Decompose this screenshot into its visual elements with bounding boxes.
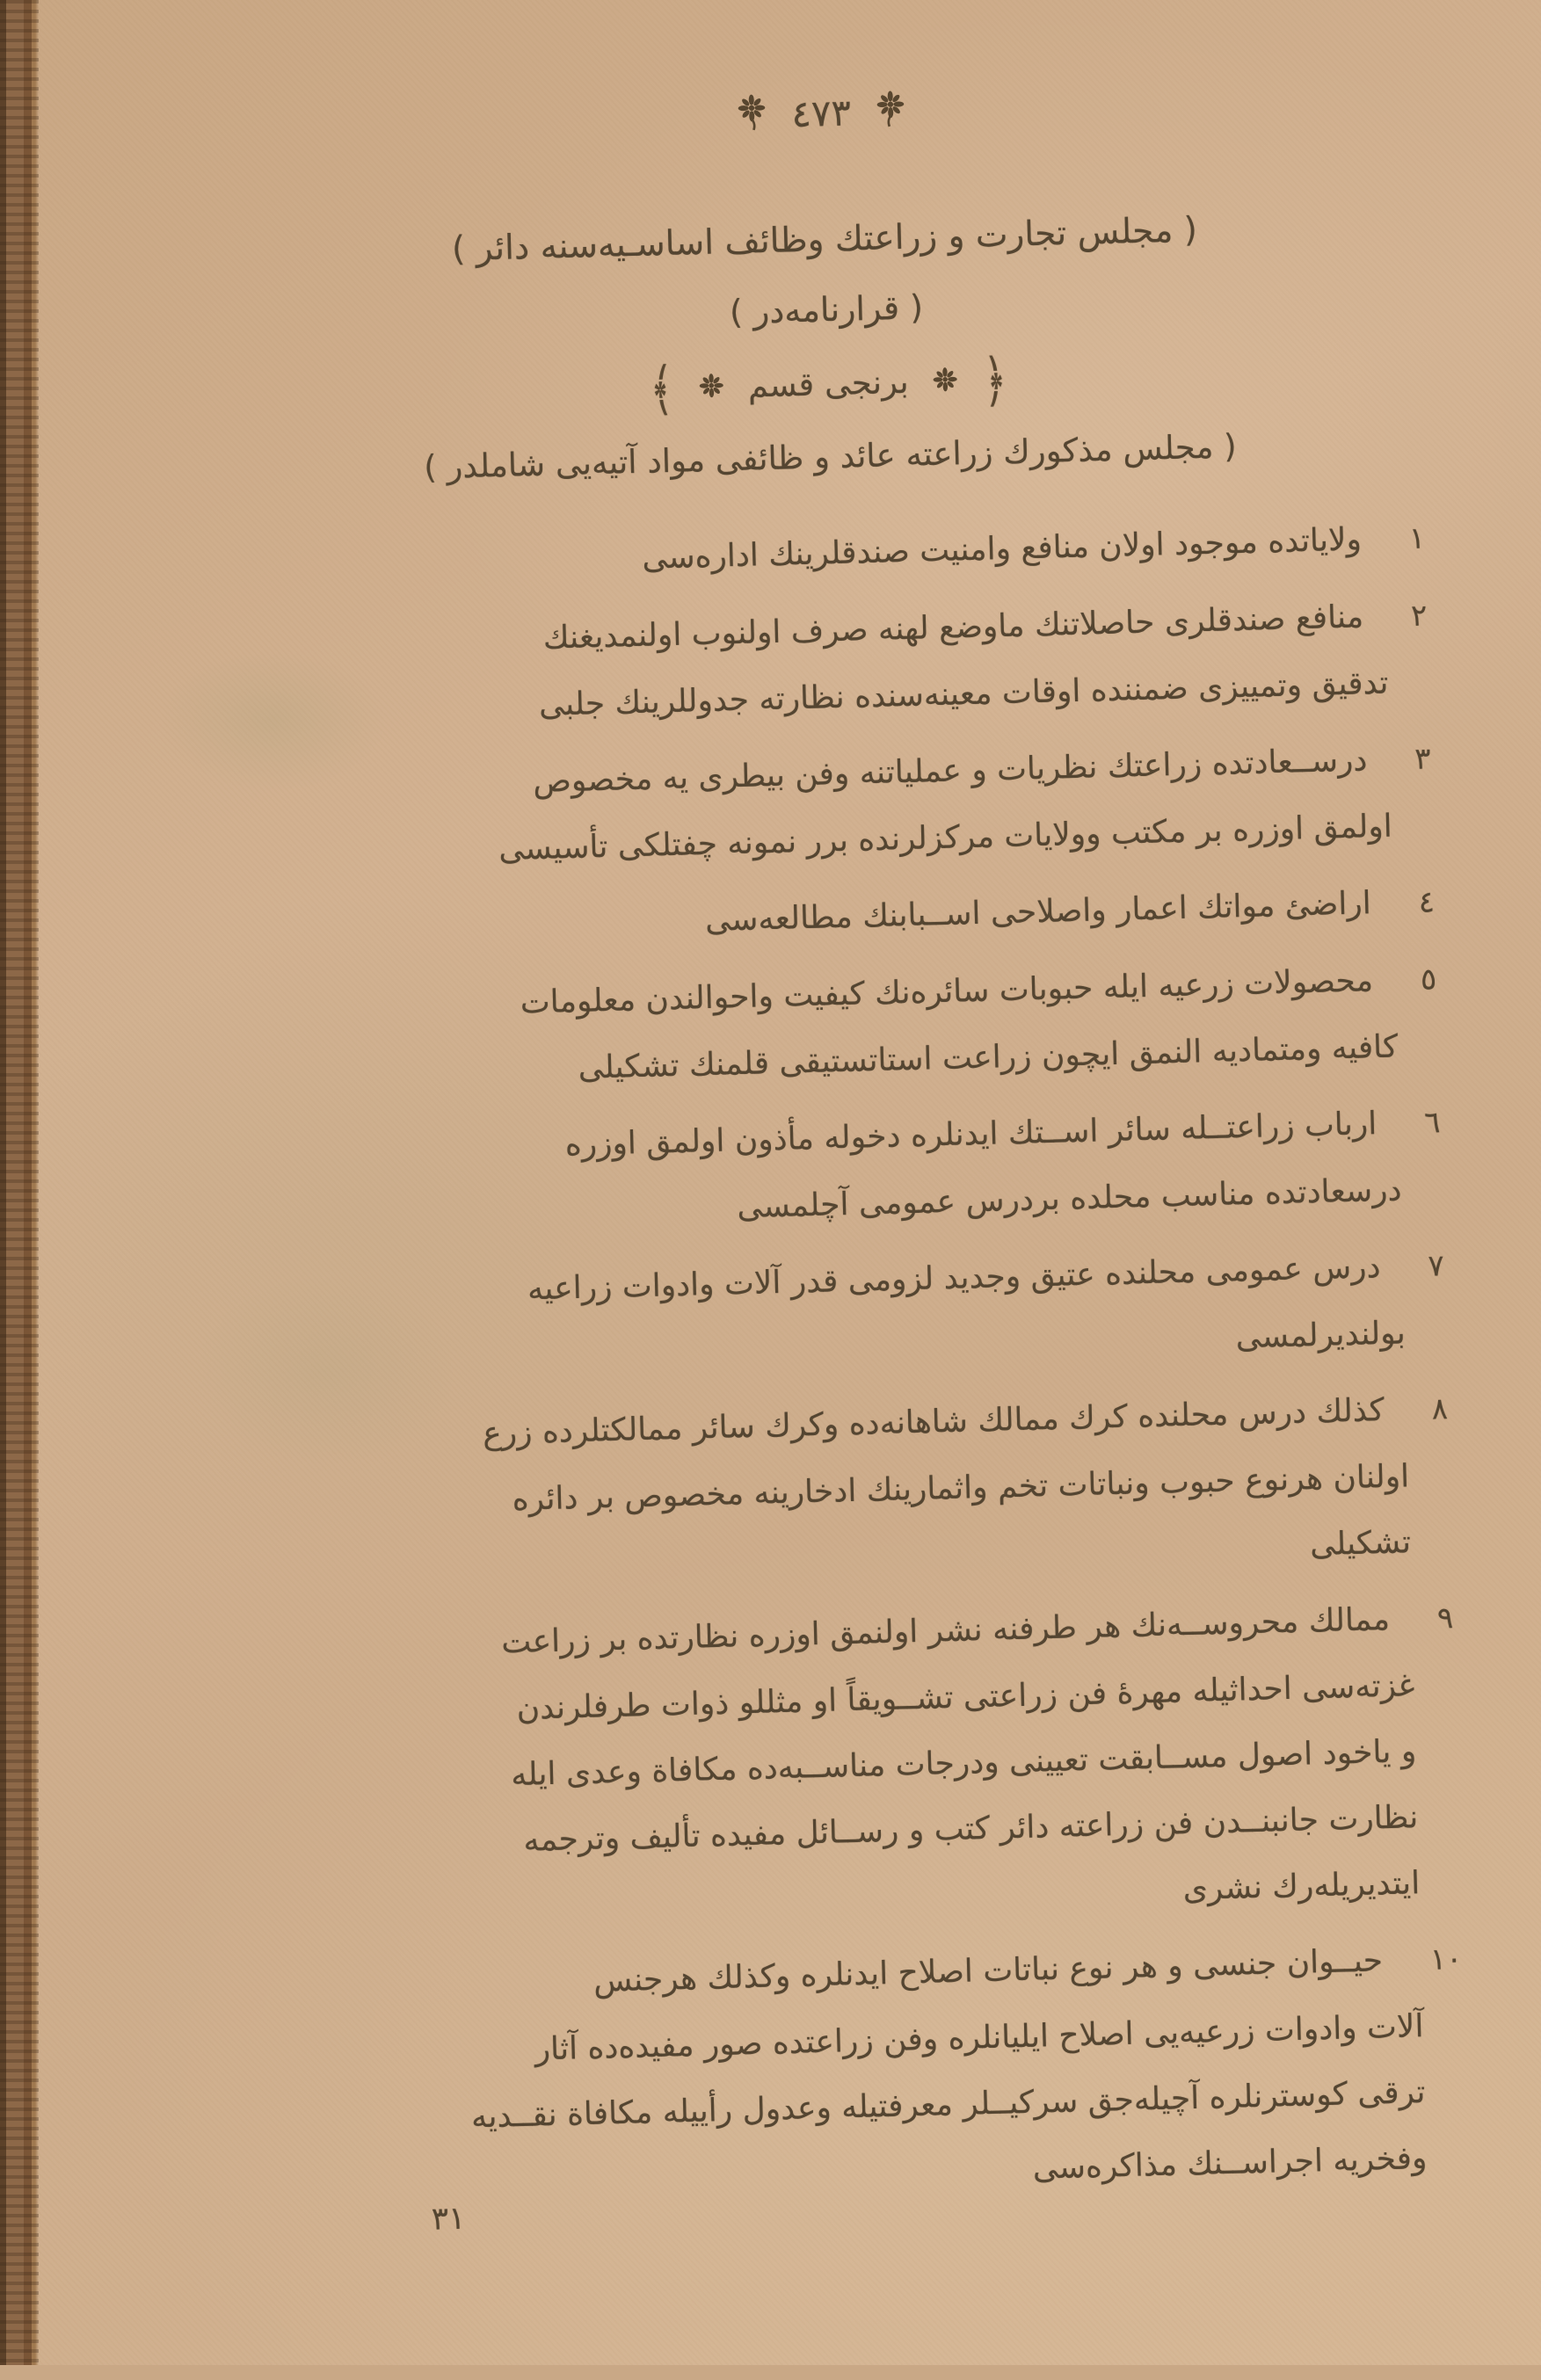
footer-page-number: ٣١ — [431, 2200, 466, 2238]
list-item — [245, 725, 1433, 889]
item-text: ايتديريله‌رك نشرى — [1182, 1865, 1421, 1908]
item-text: درسعادتده مناسب محلده بردرس عمومى آچلمسى — [736, 1172, 1403, 1226]
item-text: كذلك درس محلنده كرك ممالك شاهانه‌ده وكرك سائر ممالكتلرده زرع — [482, 1392, 1385, 1452]
item-text: تدقيق وتمييزى ضمننده اوقات معينه‌سنده نظارته جدوللرينك جلبى — [538, 664, 1389, 723]
item-number: ١ — [1408, 520, 1426, 556]
item-text: اولنان هرنوع حبوب ونباتات تخم واثمارينك ادخارينه مخصوص بر دائره — [512, 1458, 1410, 1519]
item-number: ١٠ — [1429, 1941, 1463, 1977]
item-number: ٩ — [1436, 1600, 1454, 1636]
item-text: حيــوان جنسى و هر نوع نباتات اصلاح ايدنلره وكذلك هرجنس — [592, 1942, 1384, 1999]
item-text: تشكيلى — [1309, 1524, 1412, 1564]
numbered-article-list — [240, 505, 1469, 2232]
item-text: وفخريه اجراســنك مذاكره‌سى — [1032, 2140, 1428, 2187]
item-number: ٤ — [1418, 884, 1436, 920]
list-item — [258, 1232, 1446, 1396]
item-number: ٧ — [1427, 1248, 1445, 1284]
item-text: محصولات زرعيه ايله حبوبات سائره‌نك كيفيت واحوالندن معلومات — [520, 962, 1374, 1021]
ornate-paren-open: ﴿ — [983, 347, 1007, 416]
section-intro-line: ( مجلس مذكورك زراعته عائد و ظائفى مواد آتيه‌يى شاملدر ) — [423, 427, 1238, 487]
item-text: درس عمومى محلنده عتيق وجديد لزومى قدر آلات وادوات زراعيه — [527, 1249, 1382, 1308]
ornate-paren-close: ﴾ — [649, 356, 674, 424]
item-text: كافيه ومتماديه النمق ايچون زراعت استاتستيقى قلمنك تشكيلى — [578, 1028, 1399, 1086]
item-text: اولمق اوزره بر مكتب وولايات مركزلرنده برر نمونه چفتلكى تأسيسى — [498, 808, 1393, 868]
item-text: ارباب زراعتــله سائر اســتك ايدنلره دخوله مأذون اولمق اوزره — [564, 1106, 1377, 1164]
item-text: ترقى كوسترنلره آچيله‌جق سركيــلر معرفتيله وعدول رأييله مكافاة نقــديه — [470, 2074, 1426, 2136]
item-text: غزته‌سى احداثيله مهرهٔ فن زراعتى تشــويقاً او مثللو ذوات طرفلرندن — [516, 1667, 1415, 1728]
section-heading-row — [236, 348, 1421, 424]
document-title-line: ( مجلس تجارت و زراعتك وظائف اساسـيه‌سنه دائر ) — [451, 210, 1198, 270]
item-text: ولاياتده موجود اولان منافع وامنيت صندقلرينك اداره‌سى — [641, 521, 1363, 577]
list-item — [277, 1926, 1468, 2221]
list-item — [268, 1585, 1461, 1946]
flower-ornament-icon — [931, 363, 960, 402]
item-number: ٣ — [1414, 741, 1432, 777]
item-text: ممالك محروســه‌نك هر طرفنه نشر اولنمق اوزره نظارتده بر زراعت — [500, 1600, 1391, 1661]
book-binding-edge — [0, 0, 39, 2365]
item-text: اراضئ مواتك اعمار واصلاحى اســبابنك مطالعه‌سى — [704, 885, 1372, 940]
list-item — [242, 582, 1429, 745]
document-subtitle-line: ( قرارنامه‌در ) — [729, 287, 924, 332]
item-text: آلات وادوات زرعيه‌يى اصلاح ايليانلره وفن زراعتده صور مفيده‌ده آثار — [534, 2008, 1424, 2068]
item-number: ٥ — [1420, 961, 1437, 998]
header-page-number-row — [229, 76, 1414, 156]
flower-ornament-icon — [735, 93, 767, 142]
flower-ornament-icon — [875, 90, 907, 139]
item-number: ٢ — [1410, 598, 1428, 634]
header-page-number: ٤٧٣ — [790, 91, 852, 136]
item-text: بولنديرلمسى — [1235, 1315, 1407, 1356]
list-item — [251, 946, 1439, 1109]
list-item — [255, 1089, 1443, 1252]
flower-ornament-icon — [697, 369, 726, 408]
section-heading: برنجى قسم — [747, 362, 910, 405]
list-item — [262, 1375, 1451, 1605]
item-number: ٨ — [1431, 1391, 1449, 1427]
item-text: و ياخود اصول مســابقت تعيينى ودرجات مناســبه‌ده مكافاة وعدى ايله — [510, 1733, 1417, 1794]
page-content — [226, 0, 1472, 2380]
item-text: منافع صندقلرى حاصلاتنك ماوضع لهنه صرف اولنوب اولنمديغنك — [542, 599, 1364, 657]
item-text: نظارت جانبنــدن فن زراعته دائر كتب و رســائل مفيده تأليف وترجمه — [522, 1799, 1419, 1859]
item-number: ٦ — [1423, 1105, 1442, 1141]
item-text: درســعادتده زراعتك نظريات و عملياتنه وفن بيطرى يه مخصوص — [532, 742, 1368, 801]
